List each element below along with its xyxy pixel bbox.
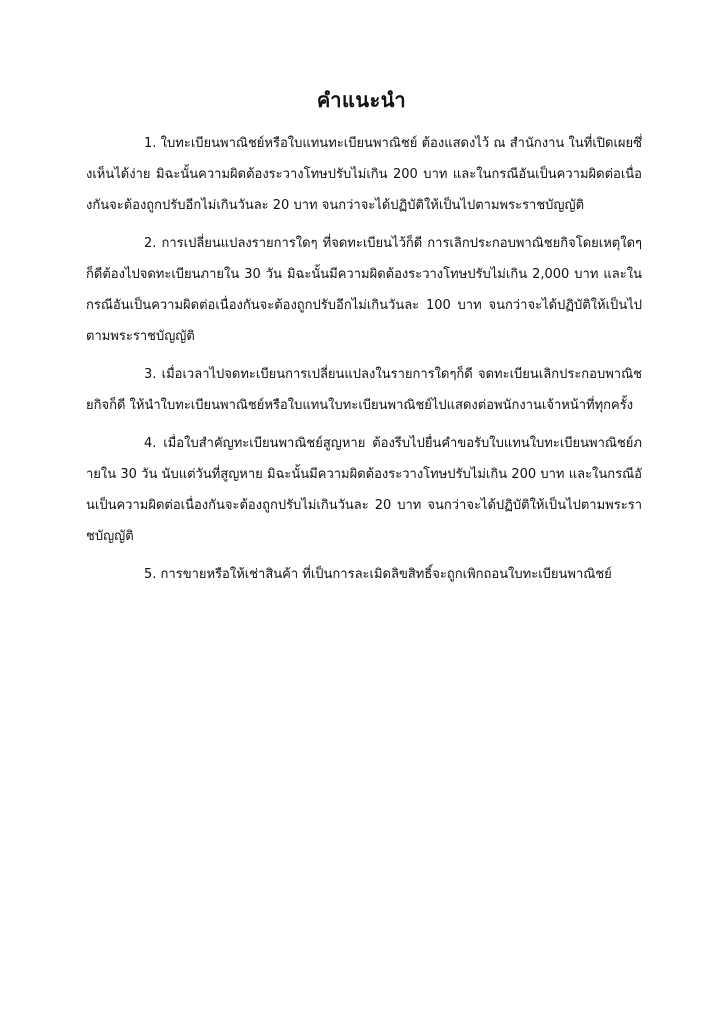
instruction-list	[86, 128, 642, 597]
instruction-item-2: 2. การเปลี่ยนแปลงรายการใดๆ ที่จดทะเบียนไว้ก็ดี การเลิกประกอบพาณิชยกิจโดยเหตุใดๆก็ดีต้องไปจดทะเบียนภายใน 30 วัน มิฉะนั้นมีความผิดต้องระวางโทษปรับไม่เกิน 2,000 บาท และในกรณีอันเป็นความผิดต่อเนื่องกันจะต้องถูกปรับอีกไม่เกินวันละ 100 บาท จนกว่าจะได้ปฏิบัติให้เป็นไปตามพระราชบัญญัติ	[86, 236, 642, 344]
instruction-item-3: 3. เมื่อเวลาไปจดทะเบียนการเปลี่ยนแปลงในรายการใดๆก็ดี จดทะเบียนเลิกประกอบพาณิชยกิจก็ดี ให้นำใบทะเบียนพาณิชย์หรือใบแทนใบทะเบียนพาณิชย์ไปแสดงต่อพนักงานเจ้าหน้าที่ทุกครั้ง	[86, 367, 642, 413]
instruction-item-4: 4. เมื่อใบสำคัญทะเบียนพาณิชย์สูญหาย ต้องรีบไปยื่นคำขอรับใบแทนใบทะเบียนพาณิชย์ภายใน 30 วัน นับแต่วันที่สูญหาย มิฉะนั้นมีความผิดต้องระวางโทษปรับไม่เกิน 200 บาท และในกรณีอันเป็นความผิดต่อเนื่องกันจะต้องถูกปรับไม่เกินวันละ 20 บาท จนกว่าจะได้ปฏิบัติให้เป็นไปตามพระราชบัญญัติ	[86, 436, 642, 544]
instruction-item-1: 1. ใบทะเบียนพาณิชย์หรือใบแทนทะเบียนพาณิชย์ ต้องแสดงไว้ ณ สำนักงาน ในที่เปิดเผยซึ่งเห็นได้ง่าย มิฉะนั้นความผิดต้องระวางโทษปรับไม่เกิน 200 บาท และในกรณีอันเป็นความผิดต่อเนื่องกันจะต้องถูกปรับอีกไม่เกินวันละ 20 บาท จนกว่าจะได้ปฏิบัติให้เป็นไปตามพระราชบัญญัติ	[86, 136, 642, 213]
document-title: คำแนะนำ	[316, 88, 407, 112]
instruction-item-5: 5. การขายหรือให้เช่าสินค้า ที่เป็นการละเมิดลิขสิทธิ์จะถูกเพิกถอนใบทะเบียนพาณิชย์	[144, 567, 612, 582]
